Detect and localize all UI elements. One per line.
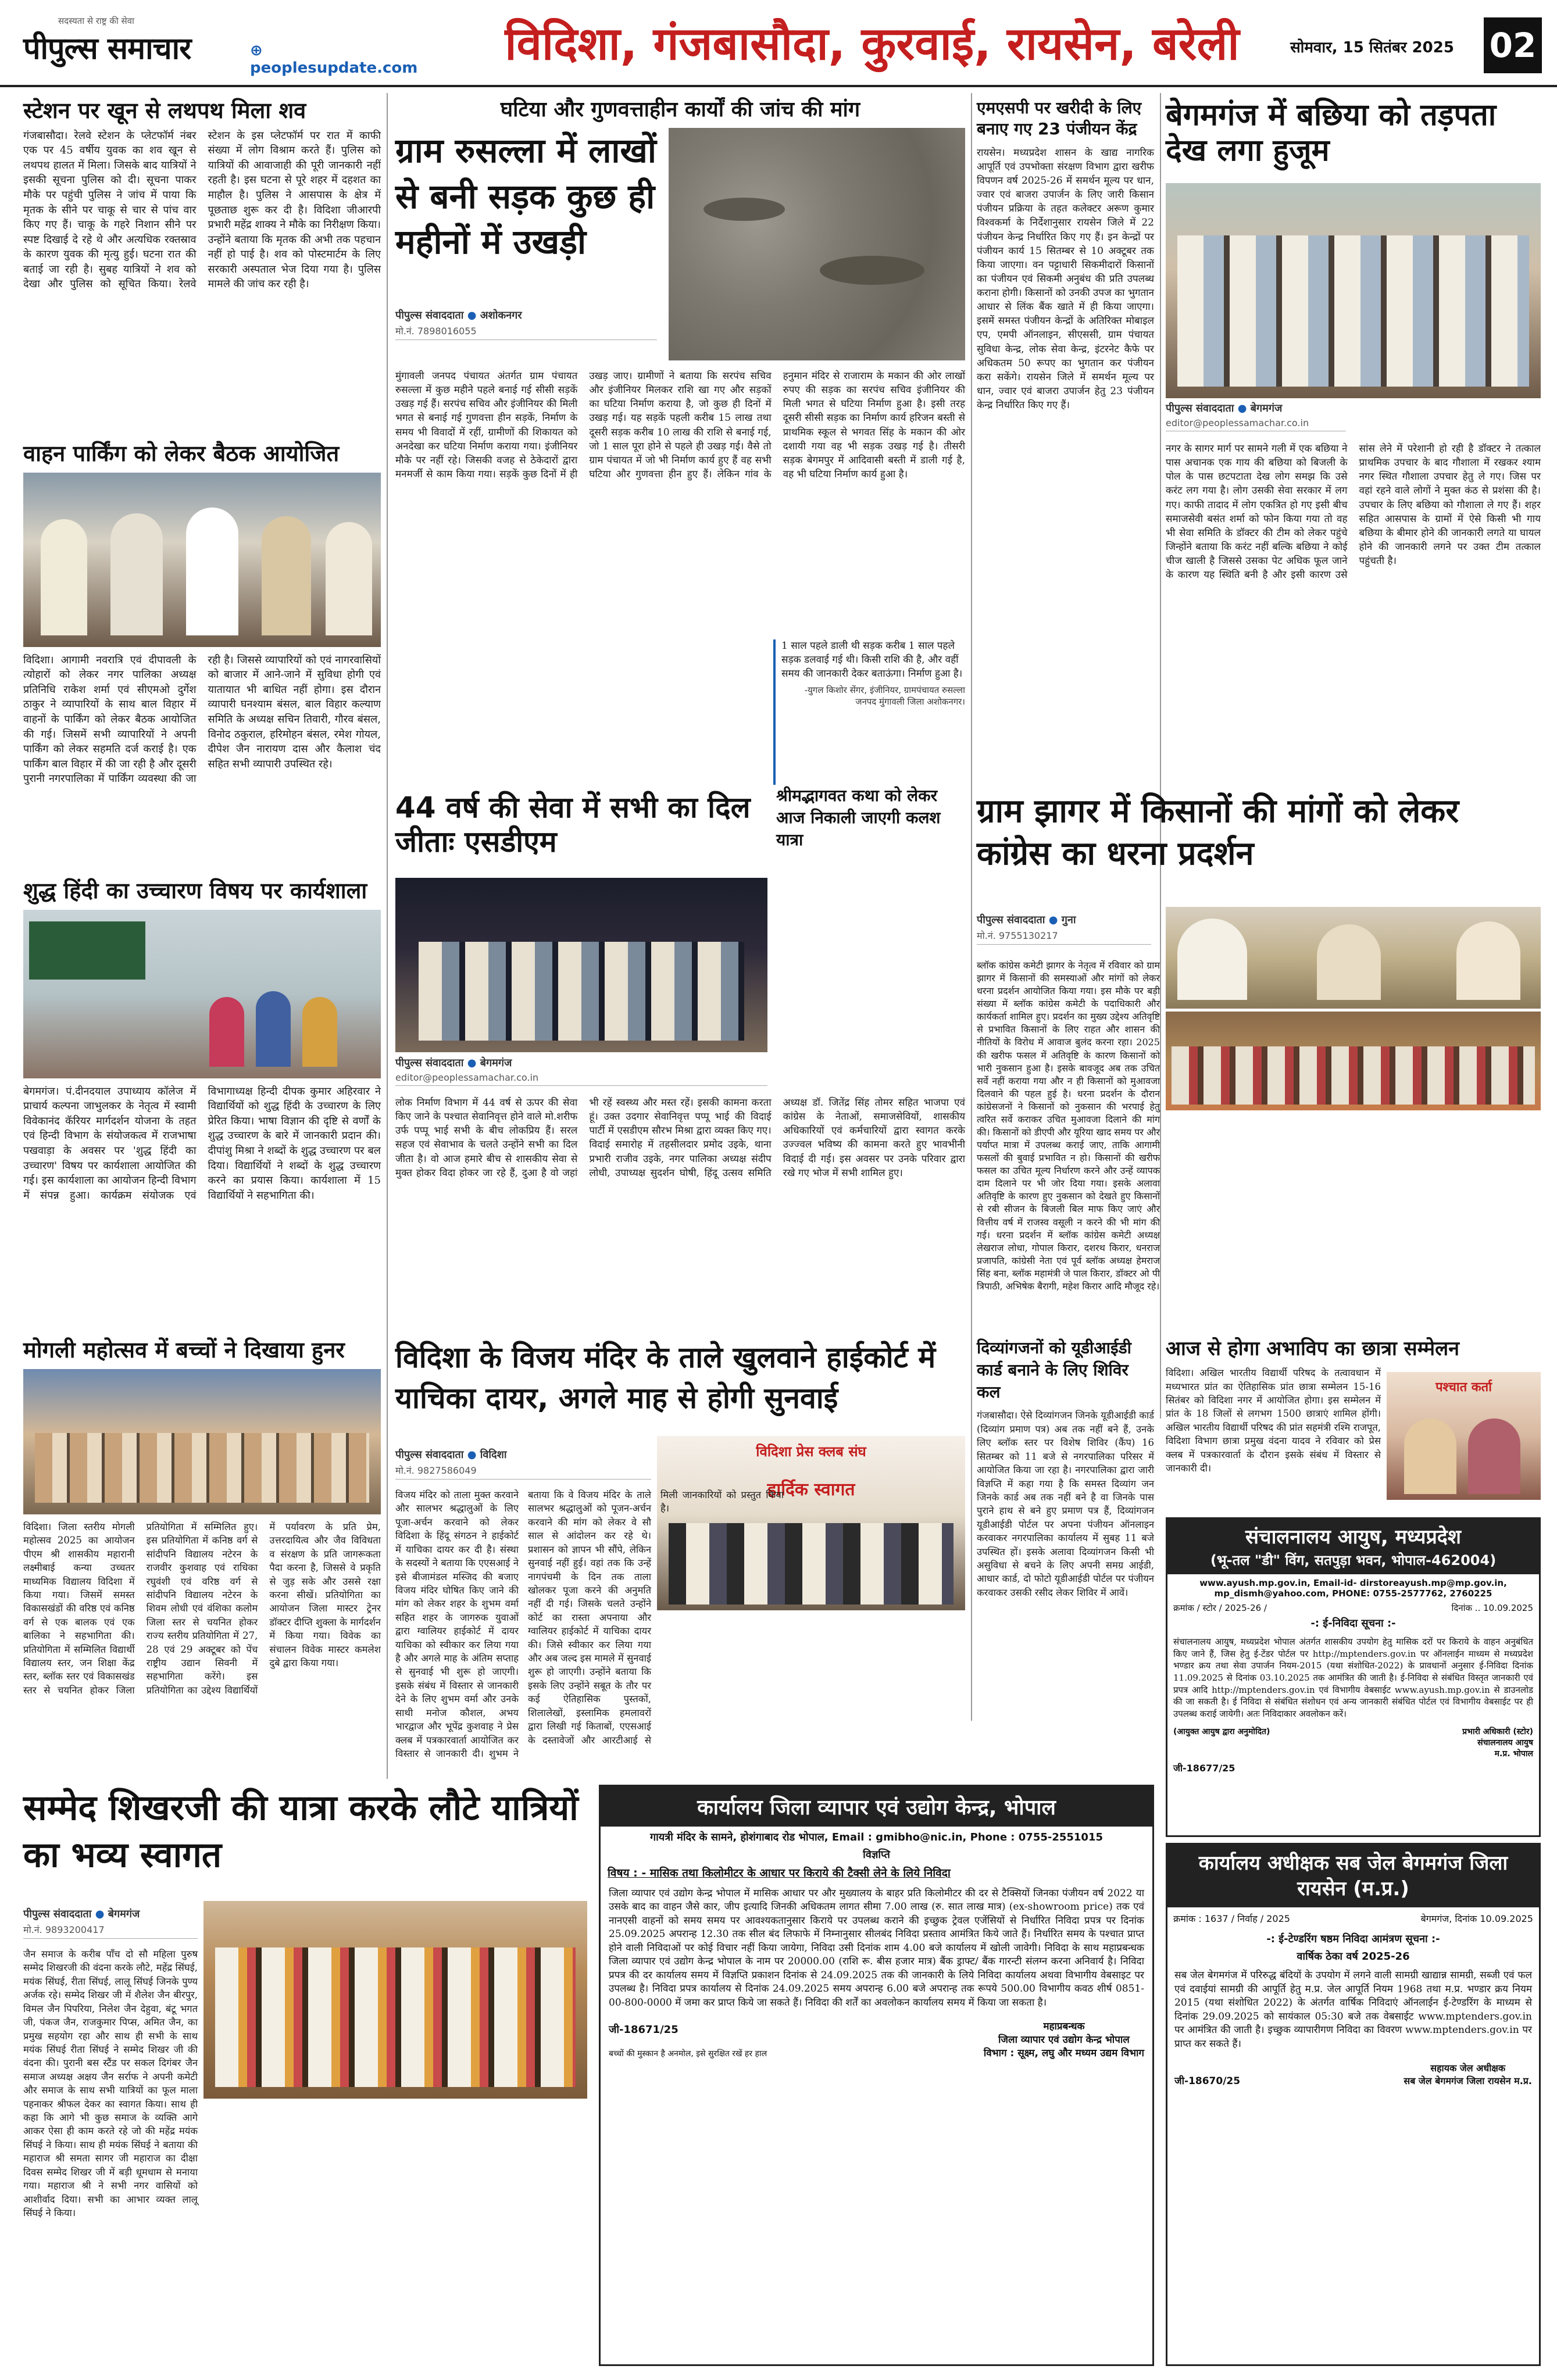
headline-calf: बेगमगंज में बछिया को तड़पता देख लगा हुजूम: [1166, 98, 1497, 169]
ad-ayush-note: (आयुक्त आयुष द्वारा अनुमोदित): [1173, 1727, 1270, 1736]
article-text: विजय मंदिर को ताला मुक्त करवाने और सालभर श्रद्धालुओं के लिए पूजा-अर्चन करवाने को लेकर विदिशा के हिंदू संगठन ने हाईकोर्ट में याचिका दायर कर दी है। संस्था के सदस्यों ने बताया कि एएसआई ने इसे बीजामंडल मस्जिद की बजाए विजय मंदिर घोषित किए जाने की मांग को लेकर शहर के शुभम वर्मा सहित शहर के जागरुक युवाओं द्वारा ग्वालियर हाईकोर्ट में दायर याचिका को स्वीकार कर लिया गया है और अगले माह के अंतिम सप्ताह से सुनवाई भी शुरू हो जाएगी। इसके संबंध में विस्तार से जानकारी देने के लिए शुभम वर्मा और उनके साथी मनोज कौशल, अभय भारद्वाज और भूपेंद्र कुशवाह ने प्रेस क्लब में पत्रकारवार्ता आयोजित कर विस्तार से जानकारी दी। शुभम ने बताया कि वे विजय मंदिर के ताले सालभर श्रद्धालुओं को पूजन-अर्चन करवाने की मांग को लेकर वे सौ साल से आंदोलन कर रहे थे। प्रशासन को ज्ञापन भी सौंपे, लेकिन सुनवाई नहीं हुई। वहां तक कि उन्हें नागपंचमी के दिन तक ताला खोलकर पूजा करने की अनुमति नहीं दी गई। जिसके चलते उन्होंने कोर्ट का रास्ता अपनाया और ग्वालियर हाईकोर्ट में याचिका दायर की। जिसे स्वीकार कर लिया गया और अब जल्द इस मामले में सुनवाई शुरू हो जाएगी। उन्होंने बताया कि इसके लिए उन्होंने सबूत के तौर पर कई ऐतिहासिक पुस्तकों, शिलालेखों, इस्लामिक हमलावरों द्वारा लिखी गई किताबों, एएसआई के दस्तावेजों और आरटीआई से: [395, 1489, 651, 1760]
headline-vijay-mandir: विदिशा के विजय मंदिर के ताले खुलवाने हाईकोर्ट में याचिका दायर, अगले माह से होगी सुनवाई: [395, 1341, 936, 1415]
ad-dtic-sign3: विभाग : सूक्ष्म, लघु और मध्यम उद्यम विभाग: [983, 2047, 1144, 2060]
ad-dtic-subject: विषय : - मासिक तथा किलोमीटर के आधार पर किराये की टैक्सी लेने के लिये निविदा: [608, 1867, 951, 1879]
headline-abvp: आज से होगा अभाविप का छात्रा सम्मेलन: [1166, 1337, 1460, 1360]
article-text: रायसेन। मध्यप्रदेश शासन के खाद्य नागरिक आपूर्ति एवं उपभोक्ता संरक्षण विभाग द्वारा खरीफ विपणन वर्ष 2025-26 में समर्थन मूल्य पर धान, ज्वार एवं बाजरा उपार्जन के लिए जारी किसान पंजीयन प्रक्रिया के तहत कलेक्टर अरूण कुमार विश्वकर्मा के निर्देशानुसार रायसेन जिले में 22 पंजीयन केन्द्र निर्धारित किए गए हैं। इन केन्द्रों पर पंजीयन कार्य 15 सितम्बर से 10 अक्टूबर तक किया जाएगा। वन पट्टाधारी सिकमीदारों किसानों का पंजीयन एवं सिकमी अनुबंध की प्रति उपलब्ध कराना होगी। किसानों को उनकी उपज का भुगतान आधार से लिंक बैंक खाते में ही किया जाएगा। इसमें समस्त पंजीयन केन्द्रों के अतिरिक्त मोबाइल एप, एमपी ऑनलाइन, सीएससी, ग्राम पंचायत सुविधा केन्द्र, लोक सेवा केन्द्र, इंटरनेट कैफे पर अधिकतम 50 रूपए का भुगतान कर पंजीयन करा सकेंगे। रायसेन जिले में समर्थन मूल्य पर धान, ज्वार एवं बाजरा उपार्जन हेतु 23 पंजीयन केन्द्र निर्धारित किए गए हैं।: [977, 146, 1154, 412]
byline-road: पीपुल्स संवाददाता ● अशोकनगर मो.नं. 7898016055: [395, 308, 657, 340]
article-text-cont: [657, 1616, 965, 1773]
ad-subjail-date: बेगमगंज, दिनांक 10.09.2025: [1420, 1913, 1533, 1925]
website-label[interactable]: [250, 42, 424, 77]
ad-dtic-sign1: महाप्रबन्धक: [1043, 2021, 1085, 2033]
byline-calf: पीपुल्स संवाददाता ● बेगमगंज editor@peoplessamachar.co.in: [1166, 401, 1346, 431]
ad-subjail-tender: [1166, 1843, 1541, 2366]
poster-text: पश्चात कर्ता: [1435, 1380, 1492, 1395]
article-text: मुंगावली जनपद पंचायत अंतर्गत ग्राम पंचायत रुसल्ला में कुछ महीने पहले बनाई गई सीसी सड़कें उखड़ गई हैं। सरपंच सचिव और इंजीनियर की मिली भगत से बनाई गई गुणवत्ता हीन सड़कें, निर्माण के समय भी विवादों में रहीं, ग्रामीणों की शिकायत को अनदेखा कर घटिया निर्माण कराया गया। इंजीनियर मौके पर नहीं रहे। जिसकी वजह से ठेकेदारों द्वारा मनमर्जी से काम किया गया। सड़कें कुछ दिनों में ही उखड़ जाए। ग्रामीणों ने बताया कि सरपंच सचिव और इंजीनियर मिलकर राशि खा गए और सड़कों का घटिया निर्माण कराया है, जो कुछ ही दिनों में उखड़ गई। यह सड़कें पहली करीब 15 लाख तथा दूसरी सड़क करीब 10 लाख की राशि से बनाई गई, जो 1 साल पूरा होने से पहले ही उखड़ गई। वैसे तो ग्राम पंचायत में जो भी निर्माण कार्य हुए हैं वह सभी घटिया और गुणवत्ता हीन हुए हैं। लेकिन गांव के हनुमान मंदिर से राजाराम के मकान की ओर लाखों रुपए की सड़क का सरपंच सचिव इंजीनियर की मिली भगत से घटिया निर्माण हुआ है। इसी तरह दूसरी सीसी सड़क का निर्माण कार्य हरिजन बस्ती से प्राथमिक स्कूल से भगवत सिंह के मकान की ओर दशायी गया वह भी सड़क उखड़ गई है। तीसरी सड़क बेगमपुर में आदिवासी बस्ती में डाली गई है, वह भी घटिया निर्माण कार्य हुआ है।: [395, 370, 965, 480]
ad-dtic-address[interactable]: गायत्री मंदिर के सामने, होशंगाबाद रोड भोपाल, Email : gmibho@nic.in, Phone : 0755-2551015: [649, 1831, 1104, 1843]
column-divider: [387, 93, 388, 1779]
article-text: गंजबासौदा। ऐसे दिव्यांगजन जिनके यूडीआईडी कार्ड (दिव्यांग प्रमाण पत्र) अब तक नहीं बने हैं, उनके लिए ब्लॉक स्तर पर विशेष शिविर (कैंप) 16 सितम्बर को 11 बजे से नगरपालिका परिसर में आयोजित किया जा रहा है। नगरपालिका द्वारा जारी विज्ञप्ति में कहा गया है कि समस्त दिव्यांग जन जिनके कार्ड अब तक नहीं बने है वा जिनके पास पुराने हाथ से बने हुए प्रमाण पत्र हैं, दिव्यांगजन यूडीआईडी पोर्टल पर अपना पंजीयन ऑनलाइन करवाकर नगरपालिका कार्यालय में सुबह 11 बजे उपस्थित हों। इसके अलावा दिव्यांगजन किसी भी असुविधा से बचने के लिए अपनी समग्र आईडी, आधार कार्ड, दो फोटो यूडीआईडी पोर्टल पर पंजीयन करवाकर उसकी रसीद लेकर शिविर में आवें।: [977, 1410, 1154, 1598]
story-station-body: [23, 98, 381, 435]
photo-damaged-road: [669, 128, 965, 360]
ad-dtic-ref: जी-18671/25: [609, 2024, 678, 2036]
ad-subjail-sign1: सहायक जेल अधीक्षक: [1430, 2063, 1506, 2074]
article-text: विदिशा। अखिल भारतीय विद्यार्थी परिषद के तत्वावधान में मध्यभारत प्रांत का ऐतिहासिक प्रांत छात्रा सम्मेलन 15-16 सितंबर को विदिशा नगर में आयोजित होगा। इस सम्मेलन में प्रांत के 18 जिलों से लगभग 1500 छात्राएं शामिल होंगी। अखिल भारतीय विद्यार्थी परिषद की प्रांत सहमंत्री रश्मि राजपूत, विदिशा विभाग छात्रा प्रमुख वंदना यादव ने रविवार को प्रेस क्लब में पत्रकारवार्ता के दौरान इसके संबंध में विस्तार से जानकारी दी।: [1166, 1367, 1381, 1474]
article-text: बेगमगंज। पं.दीनदयाल उपाध्याय कॉलेज में प्राचार्य कल्पना जाभुलकर के नेतृत्व में स्वामी विवेकानंद कॅरियर मार्गदर्शन योजना के तहत एवं हिन्दी विभाग के संयोजकत्व में राजभाषा पखवाड़ा के अवसर पर 'शुद्ध हिंदी का उच्चारण' विषय पर कार्यशाला आयोजित की गई। इस कार्यशाला का आयोजन हिन्दी विभाग में संपन्न हुआ। कार्यक्रम संयोजक एवं विभागाध्यक्ष हिन्दी दीपक कुमार अहिरवार ने विद्यार्थियों को शुद्ध हिंदी के उच्चारण के लिए प्रेरित किया। भाषा विज्ञान की दृष्टि से वर्णों के शुद्ध उच्चारण के बारे में जानकारी प्रदान की। दीपांशु मिश्रा ने शब्दों के शुद्ध उच्चारण पर बल दिया। विद्यार्थियों ने शब्दों के शुद्ध उच्चारण करने का प्रयास किया। कार्यशाला में 15 विद्यार्थियों ने सहभागिता की।: [23, 1085, 381, 1202]
headline-station-body: स्टेशन पर खून से लथपथ मिला शव: [23, 98, 306, 123]
ad-ayush-date: दिनांक .. 10.09.2025: [1451, 1603, 1533, 1613]
ad-subjail-sign2: सब जेल बेगमगंज जिला रायसेन म.प्र.: [1404, 2075, 1532, 2087]
article-text-cont: [1166, 1113, 1541, 1328]
ad-ayush-sign1: प्रभारी अधिकारी (स्टोर): [1462, 1727, 1533, 1736]
page-number: 02: [1484, 17, 1542, 73]
kicker-road: घटिया और गुणवत्ताहीन कार्यों की जांच की मांग: [500, 98, 860, 121]
banner-press-club: विदिशा प्रेस क्लब संघ: [756, 1443, 866, 1460]
ad-dtic-title: कार्यालय जिला व्यापार एवं उद्योग केन्द्र, भोपाल: [601, 1786, 1152, 1827]
pull-quote: [773, 639, 965, 785]
ad-ayush-refno: जी-18677/25: [1173, 1762, 1235, 1774]
quote-author: -युगल किशोर सेंगर, इंजीनियर, ग्रामपंचायत रुसल्ला जनपद मुंगावली जिला अशोकनगर।: [804, 685, 965, 707]
headline-sammed: सम्मेद शिखरजी की यात्रा करके लौटे यात्रियों का भव्य स्वागत: [23, 1788, 578, 1875]
photo-retirement-ceremony: [395, 878, 767, 1052]
column-divider: [1160, 93, 1161, 1418]
ad-dtic-tender: [599, 1785, 1154, 2366]
headline-kalash: श्रीमद्भागवत कथा को लेकर आज निकाली जाएगी कलश यात्रा: [776, 786, 941, 849]
ad-ayush-sign2: संचालनालय आयुष: [1477, 1738, 1533, 1748]
headline-retirement: 44 वर्ष की सेवा में सभी का दिल जीताः एसडीएम: [395, 791, 751, 859]
quote-text: 1 साल पहले डाली थी सड़क करीब 1 साल पहले सड़क डलवाई गई थी। किसी राशि की है, और वहीं समय की जानकारी देकर बताऊंगा। निर्माण हुआ है।: [781, 640, 963, 680]
ad-dtic-sign2: जिला व्यापार एवं उद्योग केन्द्र भोपाल: [998, 2034, 1130, 2046]
story-hindi-workshop: [23, 878, 381, 1331]
article-text: ब्लॉक कांग्रेस कमेटी झागर के नेतृत्व में रविवार को ग्राम झागर में किसानों की समस्याओं और मांगों को लेकर धरना प्रदर्शन आयोजित किया गया। इस मौके पर बड़ी संख्या में ब्लॉक कांग्रेस कमेटी के पदाधिकारी और कार्यकर्ता शामिल हुए। प्रदर्शन का मुख्य उद्देश्य अतिवृष्टि से प्रभावित किसानों के लिए राहत और शासन की नीतियों के विरोध में आवाज बुलंद करना रहा। 2025 की खरीफ फसल में अतिवृष्टि के कारण किसानों को भारी नुकसान हुआ है। इसके बावजूद अब तक उचित सर्वे नहीं कराया गया और न ही किसानों को मुआवजा दिलवाने की पहल हुई है। धरना प्रदर्शन के दौरान कांग्रेसजनों ने किसानों को नुकसान की भरपाई हेतु त्वरित सर्वे कराकर उचित मुआवजा दिलाने की मांग की। किसानों को डीएपी और यूरिया खाद समय पर और पर्याप्त मात्रा में उपलब्ध कराई जाए, ताकि आगामी फसलों की बुवाई प्रभावित न हो। किसानों की खरीफ फसल का उचित मूल्य निर्धारण करने और उन्हें व्यापक दाम दिलाने पर भी जोर दिया गया। इसके अलावा अतिवृष्टि के कारण हुए नुकसान को देखते हुए किसानों से रबी सीजन के बिजली बिल माफ किए जाएं और वित्तीय वर्ष में राजस्व वसूली न करने की भी मांग की गई। धरना प्रदर्शन में ब्लॉक कांग्रेस कमेटी अध्यक्ष लेखराज लोधा, गोपाल किरार, दशरथ किरार, धनराज प्रजापति, कांग्रेसी नेता एवं पूर्व ब्लॉक अध्यक्ष हेमराज सिंह बना, ब्लॉक महामंत्री जे पाल किरार, डॉक्टर ओ पी त्रिपाठी, अभिषेक बैरागी, महेश किरार आदि मौजूद रहे।: [977, 960, 1160, 1292]
ad-subjail-refno: जी-18670/25: [1174, 2075, 1241, 2088]
column-divider: [971, 93, 972, 1721]
photo-abvp-press: [1387, 1372, 1541, 1500]
photo-students-group: [23, 1369, 381, 1514]
issue-date: सोमवार, 15 सितंबर 2025: [1290, 39, 1454, 56]
photo-protest-gathering: [1166, 1012, 1541, 1110]
photo-congress-leaders: [1166, 907, 1541, 1009]
photo-press-conference: [657, 1436, 965, 1610]
ad-ayush-title: संचालनालय आयुष, मध्यप्रदेश: [1167, 1519, 1539, 1549]
ad-ayush-contact[interactable]: www.ayush.mp.gov.in, Email-id- dirstoreayush.mp@mp.gov.in, mp_dismh@yahoo.com, PHONE: 0755-2577762, 2760225: [1199, 1578, 1507, 1599]
photo-classroom: [23, 910, 381, 1078]
brand-logo: पीपुल्स समाचार: [23, 31, 191, 66]
headline-parking: वाहन पार्किंग को लेकर बैठक आयोजित: [23, 441, 340, 466]
headline-mowgli: मोगली महोत्सव में बच्चों ने दिखाया हुनर: [23, 1337, 345, 1363]
story-sammed-shikharji: [23, 1785, 593, 1901]
article-text: विदिशा। जिला स्तरीय मोगली महोत्सव 2025 का आयोजन पीएम श्री शासकीय महारानी लक्ष्मीबाई कन्या उच्चतर माध्यमिक विद्यालय विदिशा में किया गया। जिसमें समस्त विकासखंडों की वरिष्ठ एवं कनिष्ठ वर्ग से एक बालक एवं एक बालिका ने सहभागिता की। प्रतियोगिता में सम्मिलित विद्यार्थी विद्यालय स्तर, जन शिक्षा केंद्र स्तर, ब्लॉक स्तर एवं विकासखंड स्तर से चयनित होकर जिला प्रतियोगिता में सम्मिलित हुए। इस प्रतियोगिता में कनिष्ठ वर्ग से सांदीपनि विद्यालय नटेरन के राजवीर कुशवाह एवं राधिका रघुवंशी एवं वरिष्ठ वर्ग से सांदीपनि विद्यालय नटेरन के शिवम लोधी एवं वंशिका कलोम जिला स्तर से चयनित होकर राज्य स्तरीय प्रतियोगिता में 27, 28 एवं 29 अक्टूबर को पेंच राष्ट्रीय उद्यान सिवनी में सहभागिता करेंगे। इस प्रतियोगिता का उद्देश्य विद्यार्थियों में पर्यावरण के प्रति प्रेम, उत्तरदायित्व और जैव विविधता व संरक्षण के प्रति जागरूकता पैदा करना है, जिससे वे प्रकृति से जुड़ सके और उससे रक्षा करना सीखें। प्रतियोगिता का आयोजन जिला मास्टर ट्रेनर डॉक्टर दीप्ति शुक्ला के मार्गदर्शन में किया गया। विवेक का संचालन विवेक मास्टर कमलेश दुबे द्वारा किया गया।: [23, 1521, 381, 1696]
story-calf-crowd: [1166, 98, 1541, 185]
ad-ayush-sub: -: ई-निविदा सूचना :-: [1310, 1617, 1396, 1629]
article-text-cont: [203, 2104, 587, 2366]
cities-banner: विदिशा, गंजबासौदा, कुरवाई, रायसेन, बरेली: [505, 18, 1240, 70]
story-parking-meeting: [23, 441, 381, 871]
photo-pilgrims-welcome: [203, 1901, 587, 2099]
headline-msp: एमएसपी पर खरीदी के लिए बनाए गए 23 पंजीयन केंद्र: [977, 98, 1142, 139]
masthead: [0, 0, 1557, 87]
photo-parking-meeting: [23, 473, 381, 647]
ad-subjail-sub: -: ई-टेण्डरिंग षष्ठम निविदा आमंत्रण सूचना :-: [1266, 1933, 1440, 1946]
ad-ayush-sign3: म.प्र. भोपाल: [1494, 1749, 1533, 1759]
article-text: गंजबासौदा। रेलवे स्टेशन के प्लेटफॉर्म नंबर एक पर 45 वर्षीय युवक का शव खून से लथपथ हालत में मिला। जिसके बाद यात्रियों ने इसकी सूचना पुलिस को दी। सूचना पाकर मौके पर पहुंची पुलिस ने जांच में पाया कि मृतक के सीने पर चाकू से चार से पांच वार किए गए हैं। चाकू के गहरे निशान सीने पर स्पष्ट दिखाई दे रहे थे और अत्यधिक रक्तस्राव के कारण युवक की मृत्यु हुई। घटना रात की बताई जा रही है। सुबह यात्रियों ने शव को देखा और पुलिस को सूचित किया। रेलवे स्टेशन के इस प्लेटफॉर्म पर रात में काफी संख्या में लोग विश्राम करते हैं। पुलिस को यात्रियों की आवाजाही की पूरी जानकारी नहीं रहती है। इस घटना से पूरे शहर में दहशत का माहौल है। पुलिस ने आसपास के क्षेत्र में पूछताछ शुरू कर दी है। विदिशा जीआरपी प्रभारी महेंद्र शाक्य ने मौके का निरीक्षण किया। उन्होंने बताया कि मृतक की अभी तक पहचान नहीं हो पाई है। शव को पोस्टमार्टम के लिए सरकारी अस्पताल भेज दिया गया है। पुलिस मामले की जांच कर रही है।: [23, 129, 381, 291]
story-msp-centres: [977, 98, 1154, 778]
ad-ayush-tender: [1166, 1517, 1541, 1837]
article-text: लोक निर्माण विभाग में 44 वर्ष से ऊपर की सेवा किए जाने के पश्चात सेवानिवृत्त होने वाले मो.शरीफ उर्फ पप्पू भाई सभी के बीच लोकप्रिय हैं। सरल सहज एवं सेवाभाव के चलते उन्होंने सभी का दिल जीता है। वो आज हमारे बीच से शासकीय सेवा से मुक्त होकर विदा होकर जा रहे हैं, दुआ है वो जहां भी रहें स्वस्थ्य और मस्त रहें। इसकी कामना करता हूं। उक्त उदगार सेवानिवृत्त पप्पू भाई की विदाई पार्टी में एसडीएम सौरभ मिश्रा द्वारा व्यक्त किए गए। विदाई समारोह में तहसीलदार प्रमोद उइके, थाना प्रभारी राजीव उइके, नगर पालिका अध्यक्ष संदीप लोधी, उपाध्यक्ष सुदर्शन घोषी, हिंदू उत्सव समिति अध्यक्ष डॉ. जितेंद्र सिंह तोमर सहित भाजपा एवं कांग्रेस के नेताओं, समाजसेवियों, शासकीय अधिकारियों एवं कर्मचारियों द्वारा स्वागत करके उज्ज्वल भविष्य की कामना करते हुए भावभीनी विदाई दी गई। इस अवसर पर उनके परिवार द्वारा रखे गए भोज में सभी शामिल हुए।: [395, 1097, 965, 1179]
headline-congress: ग्राम झागर में किसानों की मांगों को लेकर कांग्रेस का धरना प्रदर्शन: [977, 792, 1459, 873]
website-text: peoplesupdate.com: [250, 59, 418, 77]
ad-dtic-slogan: बच्चों की मुस्कान है अनमोल, इसे सुरक्षित रखें हर हाल: [609, 2049, 767, 2059]
story-congress-protest: [977, 791, 1541, 907]
photo-calf-crowd: [1166, 183, 1541, 398]
story-vijay-mandir: [395, 1337, 965, 1436]
brand-block: [23, 15, 221, 73]
article-text: विदिशा। आगामी नवरात्रि एवं दीपावली के त्योहारों को लेकर नगर पालिका अध्यक्ष प्रतिनिधि राकेश शर्मा एवं सीएमओ दुर्गेश ठाकुर ने व्यापारियों के साथ बाल विहार में वाहनों के पार्किंग को लेकर बैठक आयोजित की गई। जिसमें सभी व्यापारियों ने अपनी पार्किंग को लेकर सहमति दर्ज कराई है। एक पार्किंग बाल विहार में की जा रही है और दूसरी पुरानी नगरपालिका में पार्किंग व्यवस्था की जा रही है। जिससे व्यापारियों को एवं नागरवासियों को बाजार में आने-जाने में सुविधा होगी एवं यातायात भी बाधित नहीं होगा। इस दौरान व्यापारी घनश्याम बंसल, बाल विहार कल्याण समिति के अध्यक्ष सचिन तिवारी, गौरव बंसल, विनोद ठकुराल, हरिमोहन बंसल, रमेश गोयल, दीपेश जैन नारायण दास और कैलाश चंद सहित सभी व्यापारी उपस्थित रहे।: [23, 653, 381, 785]
story-kalash-yatra: [776, 785, 965, 901]
byline-sammed: पीपुल्स संवाददाता ● बेगमगंज मो.नं. 9893200417: [23, 1907, 198, 1939]
ad-subjail-title: कार्यालय अधीक्षक सब जेल बेगमगंज जिला रायसेन (म.प्र.): [1167, 1845, 1539, 1907]
ad-ayush-ref: क्रमांक / स्टोर / 2025-26 /: [1173, 1603, 1267, 1613]
ad-subjail-ref: क्रमांक : 1637 / निर्वाह / 2025: [1173, 1913, 1290, 1925]
byline-vijay-mandir: पीपुल्स संवाददाता ● विदिशा मो.नं. 9827586049: [395, 1448, 651, 1480]
ad-ayush-address: (भू-तल "डी" विंग, सतपुड़ा भवन, भोपाल-462004): [1167, 1549, 1539, 1574]
ad-ayush-body: संचालनालय आयुष, मध्यप्रदेश भोपाल अंतर्गत शासकीय उपयोग हेतु मासिक दरों पर किराये के वाहन अनुबंधित किए जाने हैं, जिस हेतु ई-टेंडर पोर्टल पर http://mptenders.gov.in पर ऑनलाईन माध्यम से मध्यप्रदेश भण्डार क्रय तथा सेवा उपार्जन नियम-2015 (यथा संशोधित-2022) के प्रावधानों अनुसार ई-निविदा दिनांक 11.09.2025 से दिनांक 03.10.2025 तक आमंत्रित की जाती है। ई-निविदा से संबंधित विस्तृत जानकारी एवं प्रपत्र आदि http://mptenders.gov.in एवं विभागीय वेबसाईट www.ayush.mp.gov.in से डाउनलोड की जा सकती है। ई निविदा से संबंधित संशोधन एवं अन्य जानकारी संबंधित पोर्टल एवं विभागीय वेबसाईट पर ही उपलब्ध कराई जायेगी। अतः निविदाकार अवलोकन करें।: [1173, 1636, 1533, 1720]
banner-welcome: हार्दिक स्वागत: [767, 1480, 855, 1500]
headline-udid: दिव्यांगजनों को यूडीआईडी कार्ड बनाने के लिए शिविर कल: [977, 1338, 1131, 1402]
byline-congress: पीपुल्स संवाददाता ● गुना मो.नं. 9755130217: [977, 913, 1151, 945]
byline-retirement: पीपुल्स संवाददाता ● बेगमगंज editor@peoplessamachar.co.in: [395, 1056, 767, 1086]
ad-subjail-body: सब जेल बेगमगंज में परिरुद्ध बंदियों के उपयोग में लगने वाली सामग्री खाद्यान्न सामग्री, सब्जी एवं फल एवं दवाईयां सामग्री की आपूर्ति हेतु म.प्र. जेल आपूर्ति नियम 1968 तथा म.प्र. भण्डार क्रय नियम 2015 (यथा संशोधित 2022) के अंतर्गत वार्षिक निविदाएं ऑनलाईन ई-टेण्डरिंग के माध्यम से दिनांक 29.09.2025 को सायंकाल 05:30 बजे तक वेबसाईट www.mptenders.gov.in पर आमंत्रित की जाती है। इच्छुक व्यापारीगण निविदा का विवरण www.mptenders.gov.in पर प्राप्त कर सकते हैं।: [1174, 1970, 1532, 2050]
article-text: नगर के सागर मार्ग पर सामने गली में एक बछिया ने पास अचानक एक गाय की बछिया को बिजली के पोल के पास छटपटाता देख लोग समझ कि उसे करंट लग गया है। लोग उसकी सेवा सरकार में लग गए। काफी तादाद में लोग एकत्रित हो गए इसी बीच समाजसेवी बसंत शर्मा को फोन किया गया तो वह भी सेवा समिति के डॉक्टर की टीम को लेकर पहुंचे जिन्होंने बताया कि करंट नहीं बल्कि बछिया ने कोई चीज खाली है जिससे उसका पेट अधिक फूल जाने के कारण यह स्थिति बनी है और इसी कारण उसे सांस लेने में परेशानी हो रही है डॉक्टर ने तत्काल प्राथमिक उपचार के बाद गौशाला में रखकर श्याम नगर स्थित गौशाला उपचार हेतु ले गए। जिस पर वहां रहने वाले लोगों ने मुक्त कंठ से प्रशंसा की है। उपचार के लिए बछिया को गौशाला ले गए हैं। शहर सहित आसपास के ग्रामों में ऐसे किसी भी गाय बछिया के बीमार होने की जानकारी लगते या घायल होने की जानकारी लगने पर उक्त टीम तत्काल पहुंचती है।: [1166, 443, 1541, 581]
brand-tagline: सदस्यता से राष्ट्र की सेवा: [58, 16, 134, 26]
story-udid-camp: [977, 1337, 1154, 1773]
ad-subjail-sub2: वार्षिक ठेका वर्ष 2025-26: [1297, 1950, 1410, 1963]
ad-dtic-sub: विज्ञप्ति: [863, 1849, 890, 1861]
globe-icon: ⊕: [250, 42, 263, 59]
article-text: जैन समाज के करीब पाँच दो सौ महिला पुरुष सम्मेद शिखरजी की वंदना करके लौटे, महेंद्र सिंघई, मयंक सिंघई, रीता सिंघई, लालू सिंघई जिनके पुण्य अर्जक रहे। सम्मेद शिखर जी में शैलेश जैन बीरपुर, विमल जैन पिपरिया, निलेश जैन देहुवा, बंटू भगत जी, पंकज जैन, राजकुमार पिप्स, अमित जैन, का प्रमुख सहयोग रहा और साथ ही सभी के साथ मयंक सिंघई रीता सिंघई ने सम्मेद शिखर जी की वंदना की। पुरानी बस स्टैंड पर सकल दिगंबर जैन समाज अध्यक्ष अक्षय जैन सर्राफ ने अपनी कमेटी और समाज के साथ सभी यात्रियों का फूल माला पहनाकर श्रीफल देकर का स्वागत किया। साथ ही कहा कि आगे भी कुछ समाज के व्यक्ति आगे आकर ऐसा ही काम करते रहे जो की महेंद्र मयंक सिंघई ने किया। साथ ही मयंक सिंघई ने बताया की महाराज श्री समता सागर जी महाराज का दीक्षा दिवस सम्मेद शिखर जी में बड़ी धूमधाम से मनाया गया। महाराज श्री ने सभी नगर वासियों को आशीर्वाद दिया। सभी का आभार व्यक्त लालू सिंघई ने किया।: [23, 1949, 198, 2219]
headline-road: ग्राम रुसल्ला में लाखों से बनी सड़क कुछ ही महीनों में उखड़ी: [395, 131, 656, 262]
ad-dtic-body: जिला व्यापार एवं उद्योग केन्द्र भोपाल में मासिक आधार पर और मुख्यालय के बाहर प्रति किलोमीटर की दर से टैक्सियों जिनका पंजीयन वर्ष 2022 या उसके बाद का वाहन जैसे कार, जीप इत्यादि जिनकी अधिकतम लागत सीमा 7.00 लाख (रु. सात लाख मात्र) (ex-showroom price) तक एवं नानएसी वाहनों को समय समय पर आवश्यकतानुसार किराये पर उपलब्ध कराने की इच्छुक ट्रेवल एजेंसियों से निर्धारित निविदा प्रपत्र पर दिनांक 25.09.2025 अपरान्ह 12.30 तक सील बंद लिफाफे में निम्नानुसार सीलबंद निविदा प्रस्ताव आमंत्रित किये जाते हैं। निर्धारित समय के पश्चात प्राप्त होने वाली निविदाओं पर कोई विचार नहीं किया जायेगा, निविदा उसी दिनांक शाम 4.00 बजे कार्यालय में खोली जावेगी। निविदा के साथ महाप्रबन्धक जिला व्यापार एवं उद्योग केन्द्र भोपाल के नाम पर 20000.00 (राशि रू. बीस हजार मात्र) बैंक ड्राफ्ट/ बैंक गारन्टी संलग्न करना अनिवार्य है। निविदा प्रपत्र की दर कार्यालय समय में विज्ञप्ति प्रकाशन दिनांक से 24.09.2025 तक की जानकारी के लिये निविदा कार्यालय अथवा विभागीय वेबसाइट पर उपलब्ध है। निविदा प्रपत्र कार्यालय से दिनांक 24.09.2025 समय अपरान्ह 6.00 बजे अपरान्ह तक रूपये 500.00 विभागीय कवठ शीर्ष 0851-00-800-0000 में जमा कर प्राप्त किये जा सकते हैं। निविदा की शर्तें का अवलोकन कार्यालय समय में किया जा सकता है।: [609, 1888, 1145, 2009]
story-mowgli-festival: [23, 1337, 381, 1779]
headline-hindi-workshop: शुद्ध हिंदी का उच्चारण विषय पर कार्यशाला: [23, 878, 367, 903]
